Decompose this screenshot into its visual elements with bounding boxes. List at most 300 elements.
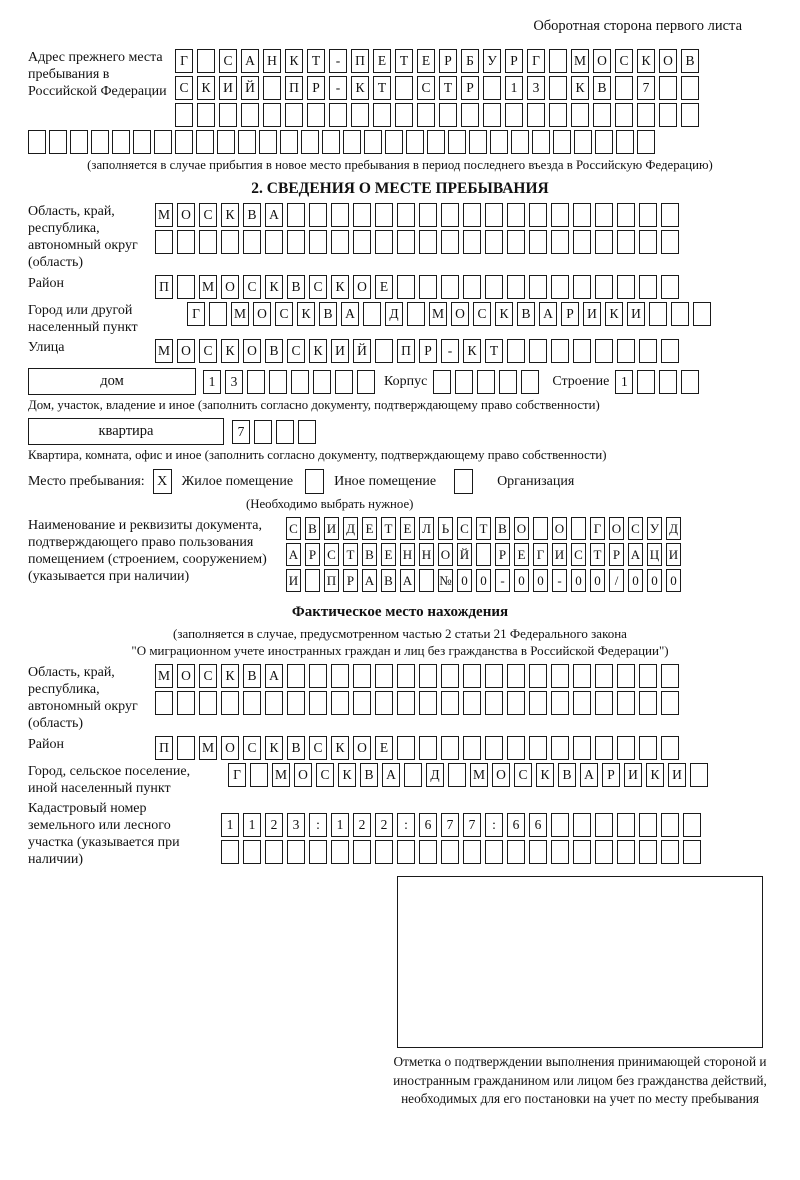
char-box[interactable]: М xyxy=(155,203,173,227)
char-box[interactable] xyxy=(551,203,569,227)
char-box[interactable]: П xyxy=(324,569,339,592)
char-box[interactable] xyxy=(485,203,503,227)
char-box[interactable] xyxy=(441,664,459,688)
char-box[interactable] xyxy=(595,203,613,227)
char-box[interactable]: О xyxy=(177,664,195,688)
char-box[interactable]: М xyxy=(470,763,488,787)
char-box[interactable]: К xyxy=(331,736,349,760)
char-box[interactable] xyxy=(615,103,633,127)
char-box[interactable]: Г xyxy=(228,763,246,787)
char-box[interactable] xyxy=(573,813,591,837)
char-box[interactable] xyxy=(287,664,305,688)
char-box[interactable]: В xyxy=(287,736,305,760)
char-box[interactable] xyxy=(505,103,523,127)
char-box[interactable]: - xyxy=(329,76,347,100)
char-box[interactable]: О xyxy=(177,203,195,227)
char-box[interactable] xyxy=(659,76,677,100)
char-box[interactable] xyxy=(639,230,657,254)
char-box[interactable]: 2 xyxy=(353,813,371,837)
char-box[interactable]: А xyxy=(628,543,643,566)
char-box[interactable]: 0 xyxy=(628,569,643,592)
char-box[interactable]: О xyxy=(593,49,611,73)
char-box[interactable] xyxy=(463,664,481,688)
char-box[interactable]: О xyxy=(552,517,567,540)
char-box[interactable] xyxy=(617,203,635,227)
char-box[interactable]: О xyxy=(451,302,469,326)
char-box[interactable] xyxy=(485,691,503,715)
char-box[interactable] xyxy=(661,813,679,837)
char-box[interactable] xyxy=(219,103,237,127)
char-box[interactable] xyxy=(441,275,459,299)
char-box[interactable] xyxy=(483,103,501,127)
char-box[interactable] xyxy=(529,275,547,299)
char-box[interactable]: Т xyxy=(381,517,396,540)
char-box[interactable] xyxy=(353,691,371,715)
char-box[interactable]: С xyxy=(417,76,435,100)
char-box[interactable]: С xyxy=(243,275,261,299)
char-box[interactable]: Т xyxy=(373,76,391,100)
char-box[interactable] xyxy=(507,275,525,299)
char-box[interactable]: Й xyxy=(457,543,472,566)
char-box[interactable] xyxy=(463,736,481,760)
char-box[interactable]: Н xyxy=(419,543,434,566)
char-box[interactable]: Д xyxy=(426,763,444,787)
char-box[interactable]: 1 xyxy=(221,813,239,837)
char-box[interactable]: - xyxy=(495,569,510,592)
char-box[interactable]: Е xyxy=(381,543,396,566)
char-box[interactable]: Й xyxy=(353,339,371,363)
char-box[interactable] xyxy=(573,339,591,363)
char-box[interactable] xyxy=(507,339,525,363)
char-box[interactable]: : xyxy=(485,813,503,837)
char-box[interactable]: О xyxy=(221,275,239,299)
char-box[interactable]: 3 xyxy=(287,813,305,837)
char-box[interactable] xyxy=(463,691,481,715)
char-box[interactable]: К xyxy=(637,49,655,73)
char-box[interactable] xyxy=(507,230,525,254)
char-box[interactable] xyxy=(307,103,325,127)
char-box[interactable] xyxy=(507,664,525,688)
char-box[interactable] xyxy=(175,103,193,127)
char-box[interactable]: О xyxy=(177,339,195,363)
char-box[interactable]: Е xyxy=(375,275,393,299)
char-box[interactable] xyxy=(553,130,571,154)
char-box[interactable]: Р xyxy=(419,339,437,363)
char-box[interactable]: С xyxy=(199,339,217,363)
char-box[interactable] xyxy=(681,103,699,127)
char-box[interactable]: О xyxy=(221,736,239,760)
char-box[interactable] xyxy=(238,130,256,154)
char-box[interactable] xyxy=(406,130,424,154)
char-box[interactable] xyxy=(407,302,425,326)
char-box[interactable]: А xyxy=(539,302,557,326)
char-box[interactable]: Р xyxy=(461,76,479,100)
char-box[interactable]: 0 xyxy=(571,569,586,592)
char-box[interactable] xyxy=(417,103,435,127)
char-box[interactable]: С xyxy=(571,543,586,566)
char-box[interactable]: Р xyxy=(609,543,624,566)
char-box[interactable] xyxy=(373,103,391,127)
char-box[interactable] xyxy=(404,763,422,787)
char-box[interactable]: В xyxy=(305,517,320,540)
char-box[interactable]: Е xyxy=(362,517,377,540)
char-box[interactable] xyxy=(639,203,657,227)
char-box[interactable] xyxy=(331,203,349,227)
char-box[interactable]: 2 xyxy=(265,813,283,837)
char-box[interactable] xyxy=(455,370,473,394)
char-box[interactable] xyxy=(595,840,613,864)
char-box[interactable]: В xyxy=(287,275,305,299)
checkbox-organizaciya[interactable] xyxy=(454,469,473,494)
char-box[interactable] xyxy=(199,230,217,254)
char-box[interactable] xyxy=(331,840,349,864)
char-box[interactable]: Р xyxy=(495,543,510,566)
char-box[interactable] xyxy=(221,840,239,864)
char-box[interactable] xyxy=(527,103,545,127)
char-box[interactable]: К xyxy=(495,302,513,326)
char-box[interactable] xyxy=(573,736,591,760)
char-box[interactable] xyxy=(419,275,437,299)
char-box[interactable]: К xyxy=(309,339,327,363)
char-box[interactable] xyxy=(639,664,657,688)
char-box[interactable]: О xyxy=(353,275,371,299)
char-box[interactable]: - xyxy=(329,49,347,73)
char-box[interactable] xyxy=(419,691,437,715)
char-box[interactable]: У xyxy=(647,517,662,540)
char-box[interactable] xyxy=(375,339,393,363)
char-box[interactable]: 0 xyxy=(476,569,491,592)
char-box[interactable] xyxy=(551,664,569,688)
char-box[interactable] xyxy=(196,130,214,154)
char-box[interactable] xyxy=(243,691,261,715)
char-box[interactable] xyxy=(441,840,459,864)
char-box[interactable]: Г xyxy=(187,302,205,326)
char-box[interactable]: Т xyxy=(485,339,503,363)
char-box[interactable]: И xyxy=(668,763,686,787)
char-box[interactable]: : xyxy=(309,813,327,837)
char-box[interactable]: А xyxy=(362,569,377,592)
char-box[interactable] xyxy=(243,840,261,864)
char-box[interactable] xyxy=(529,203,547,227)
char-box[interactable]: О xyxy=(294,763,312,787)
char-box[interactable] xyxy=(483,76,501,100)
char-box[interactable]: 7 xyxy=(441,813,459,837)
char-box[interactable] xyxy=(637,130,655,154)
char-box[interactable] xyxy=(639,339,657,363)
char-box[interactable] xyxy=(276,420,294,444)
char-box[interactable]: / xyxy=(609,569,624,592)
char-box[interactable]: С xyxy=(316,763,334,787)
char-box[interactable] xyxy=(573,275,591,299)
char-box[interactable]: В xyxy=(495,517,510,540)
char-box[interactable] xyxy=(280,130,298,154)
char-box[interactable] xyxy=(593,103,611,127)
char-box[interactable] xyxy=(250,763,268,787)
char-box[interactable] xyxy=(617,813,635,837)
char-box[interactable]: И xyxy=(627,302,645,326)
char-box[interactable] xyxy=(485,230,503,254)
char-box[interactable] xyxy=(397,275,415,299)
char-box[interactable] xyxy=(617,275,635,299)
char-box[interactable] xyxy=(217,130,235,154)
char-box[interactable]: 1 xyxy=(615,370,633,394)
char-box[interactable]: В xyxy=(558,763,576,787)
char-box[interactable]: К xyxy=(646,763,664,787)
char-box[interactable] xyxy=(477,370,495,394)
char-box[interactable] xyxy=(385,130,403,154)
char-box[interactable] xyxy=(91,130,109,154)
char-box[interactable] xyxy=(177,275,195,299)
char-box[interactable] xyxy=(573,203,591,227)
char-box[interactable] xyxy=(419,230,437,254)
char-box[interactable] xyxy=(322,130,340,154)
char-box[interactable] xyxy=(397,736,415,760)
char-box[interactable]: А xyxy=(580,763,598,787)
char-box[interactable] xyxy=(529,840,547,864)
char-box[interactable] xyxy=(551,230,569,254)
char-box[interactable]: 3 xyxy=(527,76,545,100)
char-box[interactable] xyxy=(305,569,320,592)
char-box[interactable] xyxy=(247,370,265,394)
char-box[interactable]: К xyxy=(221,664,239,688)
char-box[interactable] xyxy=(499,370,517,394)
char-box[interactable]: Е xyxy=(373,49,391,73)
char-box[interactable] xyxy=(693,302,711,326)
char-box[interactable] xyxy=(617,840,635,864)
char-box[interactable] xyxy=(529,230,547,254)
char-box[interactable] xyxy=(595,230,613,254)
char-box[interactable] xyxy=(375,664,393,688)
char-box[interactable] xyxy=(197,49,215,73)
char-box[interactable] xyxy=(661,203,679,227)
char-box[interactable]: С xyxy=(243,736,261,760)
char-box[interactable] xyxy=(637,370,655,394)
char-box[interactable] xyxy=(287,691,305,715)
char-box[interactable] xyxy=(397,664,415,688)
char-box[interactable] xyxy=(49,130,67,154)
char-box[interactable]: С xyxy=(324,543,339,566)
char-box[interactable]: С xyxy=(199,664,217,688)
char-box[interactable] xyxy=(331,691,349,715)
char-box[interactable] xyxy=(551,275,569,299)
char-box[interactable] xyxy=(254,420,272,444)
char-box[interactable]: П xyxy=(155,275,173,299)
char-box[interactable]: 0 xyxy=(514,569,529,592)
char-box[interactable] xyxy=(551,736,569,760)
char-box[interactable] xyxy=(199,691,217,715)
char-box[interactable]: Т xyxy=(307,49,325,73)
char-box[interactable] xyxy=(241,103,259,127)
char-box[interactable]: И xyxy=(583,302,601,326)
char-box[interactable]: К xyxy=(197,76,215,100)
char-box[interactable]: К xyxy=(285,49,303,73)
char-box[interactable]: К xyxy=(536,763,554,787)
char-box[interactable]: П xyxy=(285,76,303,100)
char-box[interactable]: М xyxy=(429,302,447,326)
char-box[interactable] xyxy=(485,664,503,688)
char-box[interactable] xyxy=(243,230,261,254)
char-box[interactable] xyxy=(617,664,635,688)
char-box[interactable]: К xyxy=(265,736,283,760)
char-box[interactable]: 6 xyxy=(529,813,547,837)
char-box[interactable]: О xyxy=(514,517,529,540)
char-box[interactable] xyxy=(659,103,677,127)
char-box[interactable]: Ь xyxy=(438,517,453,540)
char-box[interactable] xyxy=(375,840,393,864)
char-box[interactable] xyxy=(343,130,361,154)
char-box[interactable] xyxy=(441,691,459,715)
char-box[interactable] xyxy=(397,203,415,227)
char-box[interactable]: П xyxy=(351,49,369,73)
char-box[interactable]: О xyxy=(438,543,453,566)
char-box[interactable]: Р xyxy=(505,49,523,73)
char-box[interactable] xyxy=(649,302,667,326)
char-box[interactable] xyxy=(595,664,613,688)
char-box[interactable]: Й xyxy=(241,76,259,100)
char-box[interactable] xyxy=(661,275,679,299)
char-box[interactable]: М xyxy=(199,275,217,299)
char-box[interactable] xyxy=(507,203,525,227)
char-box[interactable]: Т xyxy=(343,543,358,566)
char-box[interactable] xyxy=(269,370,287,394)
char-box[interactable] xyxy=(263,103,281,127)
char-box[interactable]: С xyxy=(309,736,327,760)
char-box[interactable] xyxy=(353,664,371,688)
char-box[interactable]: О xyxy=(353,736,371,760)
char-box[interactable] xyxy=(661,230,679,254)
char-box[interactable]: И xyxy=(666,543,681,566)
char-box[interactable]: А xyxy=(241,49,259,73)
char-box[interactable]: Т xyxy=(439,76,457,100)
char-box[interactable]: Р xyxy=(305,543,320,566)
char-box[interactable]: И xyxy=(624,763,642,787)
char-box[interactable] xyxy=(285,103,303,127)
char-box[interactable] xyxy=(661,736,679,760)
char-box[interactable] xyxy=(419,203,437,227)
char-box[interactable] xyxy=(573,691,591,715)
char-box[interactable] xyxy=(617,691,635,715)
char-box[interactable] xyxy=(419,840,437,864)
char-box[interactable]: С xyxy=(175,76,193,100)
char-box[interactable] xyxy=(175,130,193,154)
char-box[interactable] xyxy=(353,203,371,227)
char-box[interactable]: Р xyxy=(343,569,358,592)
char-box[interactable]: К xyxy=(571,76,589,100)
char-box[interactable] xyxy=(357,370,375,394)
char-box[interactable] xyxy=(353,230,371,254)
char-box[interactable]: 7 xyxy=(637,76,655,100)
char-box[interactable] xyxy=(639,736,657,760)
char-box[interactable] xyxy=(469,130,487,154)
char-box[interactable] xyxy=(287,203,305,227)
char-box[interactable] xyxy=(533,517,548,540)
char-box[interactable]: С xyxy=(457,517,472,540)
char-box[interactable] xyxy=(617,230,635,254)
char-box[interactable] xyxy=(197,103,215,127)
char-box[interactable]: И xyxy=(286,569,301,592)
char-box[interactable]: Е xyxy=(375,736,393,760)
char-box[interactable] xyxy=(549,76,567,100)
char-box[interactable]: В xyxy=(319,302,337,326)
char-box[interactable]: № xyxy=(438,569,453,592)
char-box[interactable]: С xyxy=(286,517,301,540)
char-box[interactable] xyxy=(335,370,353,394)
char-box[interactable]: Р xyxy=(439,49,457,73)
char-box[interactable]: С xyxy=(275,302,293,326)
char-box[interactable] xyxy=(485,275,503,299)
char-box[interactable]: В xyxy=(265,339,283,363)
char-box[interactable] xyxy=(291,370,309,394)
char-box[interactable]: 2 xyxy=(375,813,393,837)
char-box[interactable]: И xyxy=(219,76,237,100)
char-box[interactable]: П xyxy=(397,339,415,363)
char-box[interactable] xyxy=(265,691,283,715)
char-box[interactable] xyxy=(661,664,679,688)
char-box[interactable]: Е xyxy=(514,543,529,566)
char-box[interactable] xyxy=(507,840,525,864)
char-box[interactable]: 0 xyxy=(533,569,548,592)
char-box[interactable] xyxy=(637,103,655,127)
char-box[interactable] xyxy=(595,691,613,715)
char-box[interactable] xyxy=(309,230,327,254)
char-box[interactable]: М xyxy=(231,302,249,326)
char-box[interactable] xyxy=(551,813,569,837)
char-box[interactable]: 1 xyxy=(331,813,349,837)
char-box[interactable] xyxy=(681,76,699,100)
char-box[interactable] xyxy=(375,691,393,715)
char-box[interactable] xyxy=(595,339,613,363)
char-box[interactable] xyxy=(28,130,46,154)
char-box[interactable] xyxy=(155,230,173,254)
char-box[interactable] xyxy=(259,130,277,154)
char-box[interactable]: 1 xyxy=(243,813,261,837)
char-box[interactable]: Т xyxy=(395,49,413,73)
char-box[interactable]: Г xyxy=(527,49,545,73)
char-box[interactable] xyxy=(448,130,466,154)
char-box[interactable]: К xyxy=(351,76,369,100)
char-box[interactable] xyxy=(448,763,466,787)
char-box[interactable] xyxy=(427,130,445,154)
char-box[interactable]: С xyxy=(615,49,633,73)
char-box[interactable]: 1 xyxy=(203,370,221,394)
char-box[interactable]: И xyxy=(324,517,339,540)
char-box[interactable] xyxy=(485,736,503,760)
char-box[interactable] xyxy=(661,840,679,864)
char-box[interactable] xyxy=(441,230,459,254)
char-box[interactable] xyxy=(331,230,349,254)
char-box[interactable] xyxy=(177,230,195,254)
char-box[interactable] xyxy=(490,130,508,154)
char-box[interactable] xyxy=(463,840,481,864)
char-box[interactable] xyxy=(639,840,657,864)
char-box[interactable] xyxy=(439,103,457,127)
char-box[interactable] xyxy=(595,736,613,760)
char-box[interactable] xyxy=(309,203,327,227)
char-box[interactable]: Г xyxy=(175,49,193,73)
char-box[interactable]: Г xyxy=(590,517,605,540)
char-box[interactable]: 1 xyxy=(505,76,523,100)
char-box[interactable]: О xyxy=(659,49,677,73)
char-box[interactable] xyxy=(683,813,701,837)
char-box[interactable] xyxy=(661,339,679,363)
char-box[interactable]: М xyxy=(272,763,290,787)
char-box[interactable]: В xyxy=(360,763,378,787)
char-box[interactable] xyxy=(571,103,589,127)
char-box[interactable] xyxy=(441,203,459,227)
char-box[interactable] xyxy=(265,840,283,864)
char-box[interactable]: О xyxy=(243,339,261,363)
char-box[interactable]: К xyxy=(338,763,356,787)
